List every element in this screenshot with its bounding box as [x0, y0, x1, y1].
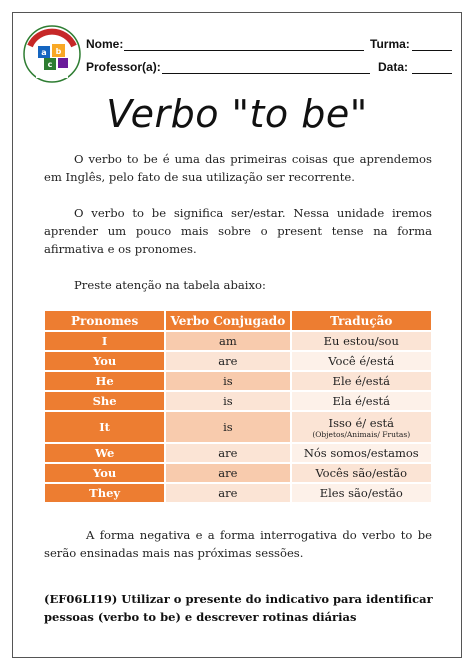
- translation-cell: Você é/está: [292, 352, 431, 370]
- svg-text:b: b: [55, 47, 62, 56]
- translation-cell: Eu estou/sou: [292, 332, 431, 350]
- table-intro-paragraph: [44, 276, 432, 294]
- name-field[interactable]: [124, 50, 364, 51]
- table-header-row: [45, 311, 431, 330]
- header-traducao: Tradução: [292, 311, 431, 330]
- verb-cell: is: [166, 372, 289, 390]
- verb-cell: are: [166, 352, 289, 370]
- translation-text: Isso é/ está: [328, 415, 394, 430]
- pronoun-cell: I: [45, 332, 164, 350]
- pronoun-cell: We: [45, 444, 164, 462]
- to-be-table: [43, 309, 433, 504]
- verb-cell: are: [166, 464, 289, 482]
- verb-cell: are: [166, 444, 289, 462]
- verb-cell: am: [166, 332, 289, 350]
- table-intro-text: Preste atenção na tabela abaixo:: [74, 278, 266, 292]
- data-field[interactable]: [412, 73, 452, 74]
- professor-label: Professor(a):: [86, 60, 161, 74]
- verb-cell: is: [166, 392, 289, 410]
- alfabetizando-logo: [22, 24, 82, 84]
- meaning-text: O verbo to be significa ser/estar. Nessa unidade iremos aprender um pouco mais sobre o present tense na forma afirmativa e os pronomes.: [44, 206, 432, 256]
- turma-field[interactable]: [412, 50, 452, 51]
- table-row: [45, 484, 431, 502]
- data-label: Data:: [378, 60, 409, 74]
- translation-cell: Vocês são/estão: [292, 464, 431, 482]
- meaning-paragraph: [44, 204, 432, 258]
- translation-note: (Objetos/Animais/ Frutas): [312, 429, 411, 439]
- verb-cell: are: [166, 484, 289, 502]
- intro-text: O verbo to be é uma das primeiras coisas que aprendemos em Inglês, pelo fato de sua utilização ser recorrente.: [44, 152, 432, 184]
- pronoun-cell: You: [45, 464, 164, 482]
- table-row: [45, 392, 431, 410]
- table-row: [45, 412, 431, 442]
- name-label: Nome:: [86, 37, 124, 51]
- table-row: [45, 444, 431, 462]
- page-title: Verbo "to be": [106, 92, 368, 136]
- translation-cell: Ele é/está: [292, 372, 431, 390]
- pronoun-cell: You: [45, 352, 164, 370]
- bncc-skill-code: (EF06LI19) Utilizar o presente do indicativo para identificar pessoas (verbo to be) e descrever rotinas diárias: [44, 592, 433, 624]
- closing-text: A forma negativa e a forma interrogativa do verbo to be serão ensinadas mais nas próximas sessões.: [44, 528, 432, 560]
- pronoun-cell: It: [45, 412, 164, 442]
- turma-label: Turma:: [370, 37, 410, 51]
- pronoun-cell: He: [45, 372, 164, 390]
- verb-cell: is: [166, 412, 289, 442]
- table-row: [45, 372, 431, 390]
- pronoun-cell: She: [45, 392, 164, 410]
- translation-cell: Nós somos/estamos: [292, 444, 431, 462]
- header-verbo: Verbo Conjugado: [166, 311, 289, 330]
- pronoun-cell: They: [45, 484, 164, 502]
- svg-text:c: c: [47, 60, 53, 69]
- translation-cell: Ela é/está: [292, 392, 431, 410]
- translation-cell: Eles são/estão: [292, 484, 431, 502]
- translation-cell: [292, 412, 431, 442]
- professor-field[interactable]: [162, 73, 370, 74]
- table-row: [45, 464, 431, 482]
- closing-paragraph: [44, 526, 432, 562]
- table-row: [45, 352, 431, 370]
- intro-paragraph: [44, 150, 432, 186]
- table-row: [45, 332, 431, 350]
- header-pronomes: Pronomes: [45, 311, 164, 330]
- svg-text:a: a: [41, 48, 47, 57]
